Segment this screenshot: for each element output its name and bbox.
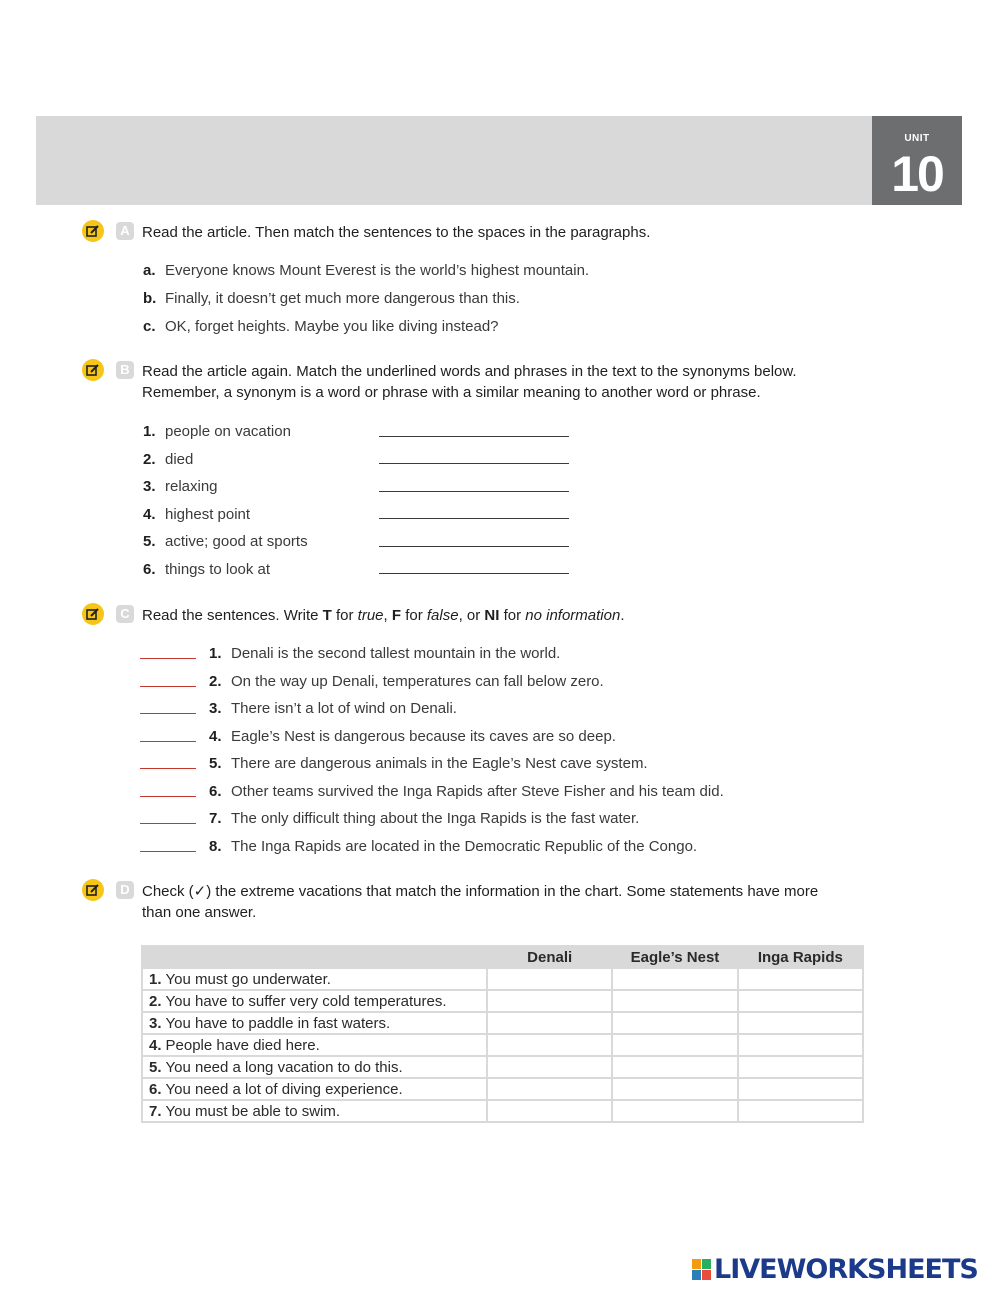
statement-cell: 4. People have died here. xyxy=(142,1034,487,1056)
list-item: 1. Denali is the second tallest mountain in the world. xyxy=(209,645,561,662)
section-letter: A xyxy=(116,222,134,240)
check-cell-eagles-nest[interactable] xyxy=(612,990,737,1012)
chart-header-row xyxy=(142,946,863,968)
statement-cell: 1. You must go underwater. xyxy=(142,968,487,990)
check-cell-inga-rapids[interactable] xyxy=(738,1056,863,1078)
answer-blank[interactable] xyxy=(140,686,196,687)
list-item: 4. highest point xyxy=(143,506,251,523)
answer-blank[interactable] xyxy=(140,713,196,714)
answer-blank[interactable] xyxy=(140,741,196,742)
header-band xyxy=(36,116,872,205)
answer-blank[interactable] xyxy=(140,658,196,659)
list-item: 3. There isn’t a lot of wind on Denali. xyxy=(209,700,457,717)
edit-pencil-icon xyxy=(82,220,104,242)
unit-badge xyxy=(872,116,962,205)
check-cell-denali[interactable] xyxy=(487,1012,612,1034)
table-row xyxy=(142,990,863,1012)
list-item: 2. On the way up Denali, temperatures can fall below zero. xyxy=(209,673,604,690)
edit-pencil-icon xyxy=(82,603,104,625)
unit-number: 10 xyxy=(891,146,943,202)
table-row xyxy=(142,1078,863,1100)
edit-pencil-icon xyxy=(82,879,104,901)
list-item: a. Everyone knows Mount Everest is the world’s highest mountain. xyxy=(143,262,590,279)
check-cell-denali[interactable] xyxy=(487,1034,612,1056)
list-item: 6. things to look at xyxy=(143,561,271,578)
chart-column-header: Inga Rapids xyxy=(738,946,863,968)
check-cell-denali[interactable] xyxy=(487,990,612,1012)
list-item: 2. died xyxy=(143,451,194,468)
chart-column-header: Eagle’s Nest xyxy=(612,946,737,968)
vacation-chart xyxy=(141,945,864,1123)
statement-cell: 3. You have to paddle in fast waters. xyxy=(142,1012,487,1034)
table-row xyxy=(142,1056,863,1078)
section-a-instruction: Read the article. Then match the sentences to the spaces in the paragraphs. xyxy=(142,224,651,241)
logo-text: LIVEWORKSHEETS xyxy=(714,1254,978,1285)
section-d-instruction: Check (✓) the extreme vacations that match the information in the chart. Some statements have more than one answer. xyxy=(142,883,819,921)
answer-blank[interactable] xyxy=(140,768,196,769)
list-item: 8. The Inga Rapids are located in the Democratic Republic of the Congo. xyxy=(209,838,698,855)
table-row xyxy=(142,1100,863,1122)
check-cell-inga-rapids[interactable] xyxy=(738,990,863,1012)
check-cell-eagles-nest[interactable] xyxy=(612,968,737,990)
statement-cell: 5. You need a long vacation to do this. xyxy=(142,1056,487,1078)
section-letter: B xyxy=(116,361,134,379)
check-cell-eagles-nest[interactable] xyxy=(612,1056,737,1078)
list-item: 4. Eagle’s Nest is dangerous because its caves are so deep. xyxy=(209,728,616,745)
list-item: 3. relaxing xyxy=(143,478,218,495)
check-cell-denali[interactable] xyxy=(487,1078,612,1100)
check-cell-inga-rapids[interactable] xyxy=(738,1012,863,1034)
answer-blank[interactable] xyxy=(379,491,569,492)
table-row xyxy=(142,968,863,990)
table-row xyxy=(142,1012,863,1034)
section-b-instruction: Read the article again. Match the underlined words and phrases in the text to the synonyms below. Remember, a synonym is a word or phrase with a similar meaning to another word or phrase. xyxy=(142,363,797,401)
unit-label: UNIT xyxy=(904,133,930,144)
answer-blank[interactable] xyxy=(379,463,569,464)
check-cell-inga-rapids[interactable] xyxy=(738,1034,863,1056)
section-letter: C xyxy=(116,605,134,623)
list-item: 5. active; good at sports xyxy=(143,533,308,550)
answer-blank[interactable] xyxy=(379,436,569,437)
statement-cell: 2. You have to suffer very cold temperatures. xyxy=(142,990,487,1012)
check-cell-denali[interactable] xyxy=(487,1056,612,1078)
check-cell-eagles-nest[interactable] xyxy=(612,1012,737,1034)
check-cell-eagles-nest[interactable] xyxy=(612,1078,737,1100)
edit-pencil-icon xyxy=(82,359,104,381)
answer-blank[interactable] xyxy=(140,851,196,852)
chart-column-header: Denali xyxy=(487,946,612,968)
check-cell-eagles-nest[interactable] xyxy=(612,1100,737,1122)
check-cell-inga-rapids[interactable] xyxy=(738,968,863,990)
answer-blank[interactable] xyxy=(379,573,569,574)
check-cell-denali[interactable] xyxy=(487,968,612,990)
list-item: c. OK, forget heights. Maybe you like diving instead? xyxy=(143,318,499,335)
answer-blank[interactable] xyxy=(379,518,569,519)
check-cell-inga-rapids[interactable] xyxy=(738,1100,863,1122)
statement-cell: 7. You must be able to swim. xyxy=(142,1100,487,1122)
answer-blank[interactable] xyxy=(140,796,196,797)
check-cell-inga-rapids[interactable] xyxy=(738,1078,863,1100)
section-letter: D xyxy=(116,881,134,899)
list-item: 7. The only difficult thing about the Inga Rapids is the fast water. xyxy=(209,810,640,827)
section-c-instruction: Read the sentences. Write T for true, F for false, or NI for no information. xyxy=(142,607,625,624)
list-item: b. Finally, it doesn’t get much more dangerous than this. xyxy=(143,290,520,307)
answer-blank[interactable] xyxy=(140,823,196,824)
answer-blank[interactable] xyxy=(379,546,569,547)
list-item: 1. people on vacation xyxy=(143,423,291,440)
statement-cell: 6. You need a lot of diving experience. xyxy=(142,1078,487,1100)
table-row xyxy=(142,1034,863,1056)
list-item: 5. There are dangerous animals in the Eagle’s Nest cave system. xyxy=(209,755,648,772)
check-cell-denali[interactable] xyxy=(487,1100,612,1122)
chart-header-blank xyxy=(142,946,487,968)
logo-mark-icon xyxy=(692,1259,712,1281)
check-cell-eagles-nest[interactable] xyxy=(612,1034,737,1056)
list-item: 6. Other teams survived the Inga Rapids after Steve Fisher and his team did. xyxy=(209,783,724,800)
